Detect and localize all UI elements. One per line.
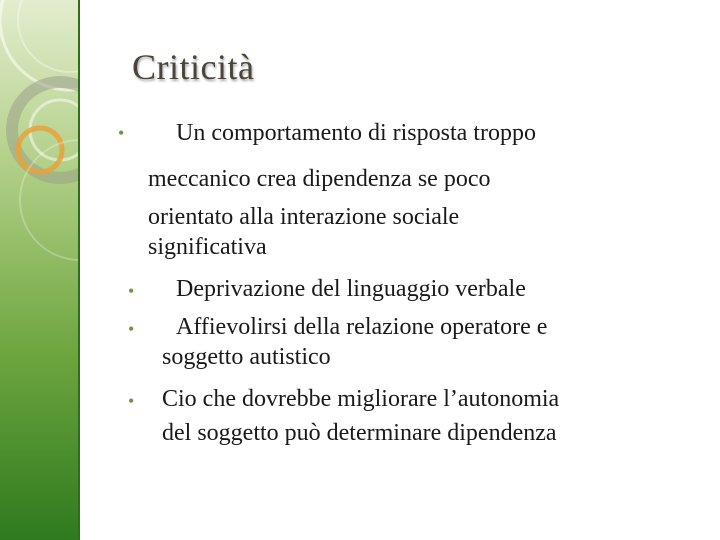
bullet-2-line-1: Deprivazione del linguaggio verbale: [176, 276, 526, 302]
bullet-marker: •: [118, 123, 125, 143]
bullet-4-line-1: Cio che dovrebbe migliorare l’autonomia: [162, 386, 560, 412]
bullet-marker: •: [128, 391, 135, 411]
bullet-1-line-4: significativa: [148, 234, 267, 260]
bullet-1-line-1: Un comportamento di risposta troppo: [176, 120, 536, 146]
bullet-1-line-2: meccanico crea dipendenza se poco: [148, 166, 491, 192]
bullet-marker: •: [128, 281, 135, 301]
band-edge-line: [78, 0, 80, 540]
bullet-4-line-2: del soggetto può determinare dipendenza: [162, 420, 557, 446]
bullet-3-line-2: soggetto autistico: [162, 344, 331, 370]
bullet-1-line-3: orientato alla interazione sociale: [148, 204, 460, 230]
slide-title: Criticità: [132, 47, 255, 87]
bullet-3-line-1: Affievolirsi della relazione operatore e: [176, 314, 548, 340]
bullet-marker: •: [128, 319, 135, 339]
decorative-side-band: [0, 0, 80, 540]
decorative-swirl-graphic: [0, 0, 80, 540]
